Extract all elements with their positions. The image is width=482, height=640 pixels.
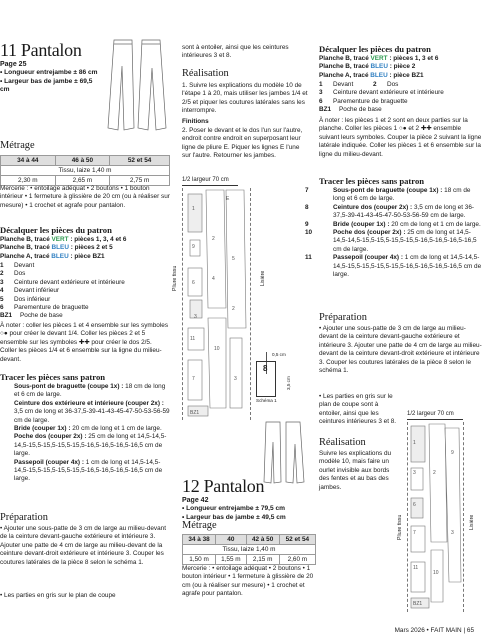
pattern-12-metrage-heading: Métrage [182,520,217,531]
list-item: 5 Dos inférieur [0,295,51,303]
list-item: Ceinture dos extérieure et intérieure (couper 2x) : 3,5 cm de long et 36-37,5-39-41-43-45-47-50-53-56-59 cm de large. [14,399,170,424]
list-item: 3 Ceinture devant extérieure et intérieure [0,278,125,286]
pattern-12-realisation-heading: Réalisation [319,437,366,448]
layout-12-label-bz1: BZ1 [413,601,423,607]
layout-12-label-11: 11 [413,565,419,571]
pattern-12-metrage-table [182,534,316,565]
pattern-12-header [182,476,286,522]
list-item: 1 Devant [0,262,35,269]
layout-11-label-4: 4 [212,276,215,282]
layout-11-pliure: Pliure tissu [172,265,178,291]
layout-11-label-3: 3 [194,314,197,320]
pattern-12-mercerie: Mercerie : • entoilage adéquat • 2 boutons • 1 bouton intérieur • 1 fermeture à glissière de 20 cm (ou à réaliser sur mesure) • 1 crochet et agrafe pour pantalon. [182,565,314,598]
list-item: 4 Devant inférieur [0,287,60,295]
layout-12-label-9: 9 [451,450,454,456]
layout-12-selvage-line [463,422,464,612]
layout-11-fold-line [182,188,183,420]
cutting-layout-11 [172,176,312,426]
pattern-12-preparation-b1: • Ajouter une sous-patte de 3 cm de large au milieu-devant de la ceinture devant-gauche extérieure et intérieure 3. Ajouter une patte de 4 cm de large au milieu-devant de la ceinture devant-droit extérieure et intérieure 3. Couper les coutures latérales de la pièce 8 selon le schéma 1. [319,325,482,375]
list-item: 6 Parementure de braguette [319,97,408,105]
metrage-head-2: 46 à 50 [55,156,110,166]
pattern-11-preparation-heading: Préparation [0,512,48,523]
layout-11-label-10: 10 [214,346,220,352]
layout-12-width: 1/2 largeur 70 cm [407,411,454,417]
list-item: 11 Passepoil (couper 4x) : 1 cm de long et 14,5-14,5-14,5-15,5-15,5-15,5-15,5-16,5-16,5-16,5-16,5 cm de large. [305,254,482,279]
pattern-11-mercerie: Mercerie : • entoilage adéquat • 2 boutons • 1 bouton intérieur • 1 fermeture à glissière de 20 cm (ou à réaliser sur mesure) • 1 crochet et agrafe pour pantalon. [0,185,170,209]
page-footer: Mars 2026 • FAIT MAIN | 65 [394,627,474,634]
layout-11-label-11: 11 [190,336,196,342]
layout-12-label-7: 7 [413,530,416,536]
pattern-11-spec-hem: • Largeur bas de jambe ± 69,5 cm [0,77,93,94]
layout-12-label-2: 2 [433,470,436,476]
pattern-12-page: Page 42 [182,497,209,504]
pattern-11-planches: Planche B, tracé VERT : pièces 1, 3, 4 et 6 Planche B, tracé BLEU : pièces 2 et 5 Planche A, tracé BLEU : pièce BZ1 [0,236,127,260]
metrage-val-3: 2,75 m [110,176,170,186]
layout-11-lisiere: Lisière [260,270,266,286]
metrage-val-3: 2,15 m [246,555,279,565]
metrage-head-3: 52 et 54 [110,156,170,166]
layout-11-width-line [182,185,238,186]
layout-11-label-1: 1 [192,206,195,212]
layout-12-lisiere: Lisière [469,514,475,530]
list-item: 8 Ceinture dos (couper 2x) : 3,5 cm de long et 36-37,5-39-41-43-45-47-50-53-56-59 cm de large. [305,203,475,220]
pattern-11-finitions: Finitions [182,118,209,125]
metrage-val-1: 2,30 m [1,176,56,186]
schema-1-dim-top: 0,5 cm [272,352,286,357]
pattern-11-note: À noter : coller les pièces 1 et 4 ensemble sur les symboles ○● pour créer le devant 1/4. Coller les pièces 2 et 5 ensemble sur les symboles ✚✚ pour créer le dos 2/5. Coller les pièces 1/4 et 6 ensemble sur la ligne du milieu-devant. [0,322,169,363]
pattern-12-tracer-list [305,187,482,279]
pattern-12-spec-hem: • Largeur bas de jambe ± 49,5 cm [182,513,286,521]
pattern-12-preparation-heading: Préparation [319,312,367,323]
metrage-head-2: 40 [216,535,246,545]
layout-12-fold-line [407,422,408,612]
pattern-11-page: Page 25 [0,61,27,68]
list-item: 7 Sous-pont de braguette (coupe 1x) : 18 cm de long et 6 cm de large. [305,187,471,203]
list-item: BZ1 Poche de base [0,312,63,320]
pattern-12-piece-list [319,81,482,115]
list-item: 1 Devant 2 Dos [319,81,399,88]
metrage-head-1: 34 à 44 [1,156,56,166]
pattern-11-title: 11 Pantalon [0,40,82,60]
layout-11-label-2b: 2 [232,306,235,312]
pattern-11-header [0,40,100,95]
pattern-12-planches: Planche B, tracé VERT : pièces 1, 3 et 6 Planche B, tracé BLEU : pièce 2 Planche A, tracé BLEU : pièce BZ1 [319,55,439,79]
pattern-11-metrage-table [0,155,170,186]
pattern-12-preparation-b2: • Les parties en gris sur le plan de coupe sont à entoiler, ainsi que les ceintures intérieures 3 et 8. [319,393,397,426]
layout-11-width: 1/2 largeur 70 cm [182,177,229,183]
layout-12-width-line [407,419,463,420]
metrage-head-1: 34 à 38 [183,535,216,545]
list-item: Poche dos (couper 2x) : 25 cm de long et 14,5-14,5-14,5-15,5-15,5-15,5-15,5-16,5-16,5-16,5-16,5 cm de large. [14,433,167,458]
pattern-12-realisation-text: Suivre les explications du modèle 10, mais faire un ourlet invisible aux bords des fentes et au bas des jambes. [319,450,392,491]
layout-11-label-bz1: BZ1 [190,410,200,416]
pattern-11-decalquer-heading: Décalquer les pièces du patron [0,225,112,235]
list-item: 2 Dos [0,270,26,278]
list-item: Bride (couper 1x) : 20 cm de long et 1 cm de large. [14,425,162,433]
list-item: 3 Ceinture devant extérieure et intérieure [319,89,444,97]
metrage-head-4: 52 et 54 [279,535,315,545]
layout-11-label-9: 9 [192,244,195,250]
layout-11-label-3b: 3 [234,376,237,382]
list-item: 10 Poche dos (couper 2x) : 25 cm de long et 14,5-14,5-14,5-15,5-15,5-15,5-15,5-16,5-16,5-16,5-16,5 cm de large. [305,229,477,253]
schema-1-dim-side: 3,5 cm [286,376,291,390]
pattern-11-piece-list [0,262,170,321]
pattern-11-step-2: 2. Poser le devant et le dos l'un sur l'autre, endroit contre endroit en superposant leur ligne de pliure E. Piquer les lignes E l'une sur l'autre. Retourner les jambes. [182,127,303,160]
layout-12-label-3: 3 [413,470,416,476]
layout-11-pieces [186,188,250,420]
pattern-11-continued: sont à entoiler, ainsi que les ceintures intérieures 3 et 8. [182,44,289,60]
layout-12-pieces [409,422,463,612]
pattern-12-tracer-heading: Tracer les pièces sans patron [319,176,425,186]
list-item: Passepoil (couper 4x) : 1 cm de long et 14,5-14,5-14,5-15,5-15,5-15,5-15,5-16,5-16,5-16,5-16,5 cm de large. [14,458,163,483]
metrage-val-1: 1,50 m [183,555,216,565]
layout-11-selvage-line [250,188,251,420]
pattern-11-tracer-list [0,383,170,484]
pants-11-sketch [106,36,168,134]
layout-12-label-10: 10 [433,570,439,576]
metrage-val-2: 1,55 m [216,555,246,565]
metrage-fabric: Tissu, laize 1,40 m [1,166,170,176]
layout-11-label-2: 2 [212,236,215,242]
schema-1-piece-8: 8 [263,364,268,373]
metrage-val-2: 2,65 m [55,176,110,186]
pattern-11-realisation-heading: Réalisation [182,68,229,79]
layout-11-label-5: 5 [232,256,235,262]
pattern-12-spec-inseam: • Longueur entrejambe ± 79,5 cm [182,505,286,512]
layout-11-label-6: 6 [192,280,195,286]
pattern-11-spec-inseam: • Longueur entrejambe ± 86 cm [0,69,98,76]
pattern-11-preparation-b1: • Ajouter une sous-patte de 3 cm de large au milieu-devant de la ceinture devant-gauche extérieure et intérieure 3. Ajouter une patte de 4 cm de large au milieu-devant de la ceinture devant-droit extérieure et intérieure 3. Couper les coutures latérales de la pièce 8 selon le schéma 1. [0,525,167,566]
schema-1-box [256,361,276,397]
metrage-fabric: Tissu, laize 1,40 m [183,545,316,555]
pattern-12-title: 12 Pantalon [182,476,265,496]
schema-1-label: Schéma 1 [256,398,277,403]
pattern-11-tracer-heading: Tracer les pièces sans patron [0,372,106,382]
pattern-12-note: À noter : les pièces 1 et 2 sont en deux parties sur la planche. Coller les pièces 1 ○● et 2 ✚✚ ensemble suivant leurs symboles. Couper la pièce 2 suivant la ligne latérale indiquée. Coller les pièces 1 et 6 ensemble sur la ligne du milieu-devant. [319,117,482,158]
metrage-head-3: 42 à 50 [246,535,279,545]
layout-11-label-e: E [226,196,230,202]
metrage-val-4: 2,60 m [279,555,315,565]
cutting-layout-12 [397,410,481,616]
pattern-11-metrage-heading: Métrage [0,140,35,151]
layout-12-pliure: Pliure tissu [397,514,403,540]
list-item: Sous-pont de braguette (coupe 1x) : 18 cm de long et 6 cm de large. [14,383,166,399]
layout-12-label-3b: 3 [451,530,454,536]
list-item: BZ1 Poche de base [319,106,382,114]
layout-12-label-1: 1 [413,440,416,446]
pattern-12-decalquer-heading: Décalquer les pièces du patron [319,44,431,54]
list-item: 9 Bride (couper 1x) : 20 cm de long et 1 cm de large. [305,220,481,228]
list-item: 6 Parementure de braguette [0,304,89,312]
layout-12-label-6: 6 [413,502,416,508]
layout-11-label-7: 7 [192,376,195,382]
pattern-11-step-1: 1. Suivre les explications du modèle 10 de l'étape 1 à 20, mais utiliser les jambes 1/4 et 2/5 et piquer les coutures latérales sans les interrompre. [182,82,308,115]
pattern-11-preparation-b2: • Les parties en gris sur le plan de coupe [0,592,116,599]
